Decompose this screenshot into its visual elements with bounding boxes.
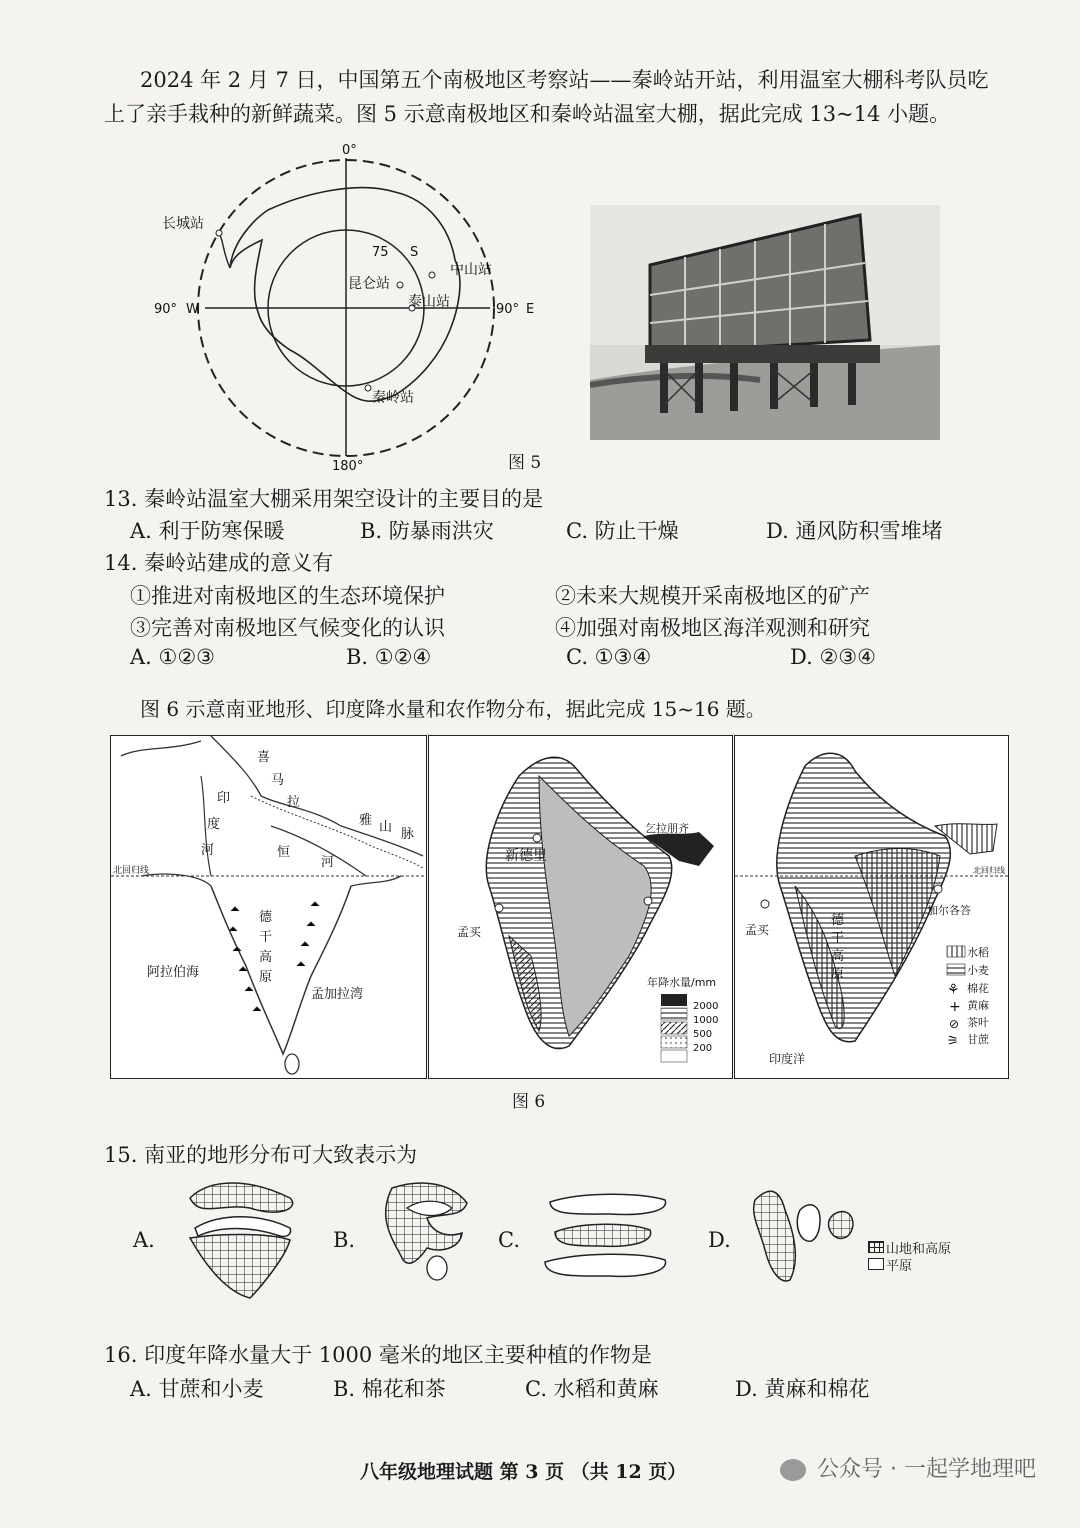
lon-180-label: 180°: [332, 459, 364, 474]
indus-char-3: 河: [201, 843, 215, 858]
himalaya-char-2: 马: [271, 773, 285, 788]
q15-shape-a: [180, 1178, 310, 1303]
legend-sugarcane: 甘蔗: [967, 1033, 989, 1046]
peninsula-coast: [211, 886, 351, 1054]
q16-option-c: C. 水稻和黄麻: [525, 1377, 659, 1401]
q14-item-1: ①推进对南极地区的生态环境保护: [130, 584, 445, 608]
himalaya-char-6: 脉: [401, 827, 415, 842]
legend-cotton: 棉花: [967, 982, 989, 995]
greenhouse-photo: [590, 205, 940, 440]
intro-fig6: 图 6 示意南亚地形、印度降水量和农作物分布，据此完成 15~16 题。: [140, 697, 766, 721]
q15-shape-b: [372, 1178, 472, 1283]
antarctica-map: [150, 140, 550, 475]
new-delhi-label: 新德里: [505, 848, 547, 864]
lat-75-label: 75: [372, 245, 389, 260]
intro-line-2: 上了亲手栽种的新鲜蔬菜。图 5 示意南极地区和秦岭站温室大棚，据此完成 13~14 小题。: [104, 102, 951, 126]
deccan-char-4: 原: [259, 970, 273, 985]
q14-item-2: ②未来大规模开采南极地区的矿产: [555, 584, 870, 608]
q13-stem: 13. 秦岭站温室大棚采用架空设计的主要目的是: [104, 487, 544, 511]
q13-option-c: C. 防止干燥: [566, 519, 679, 543]
dir-w-label: W: [186, 302, 199, 317]
himalaya-char-5: 山: [379, 820, 393, 835]
tea-icon: ⊘: [949, 1017, 960, 1031]
q16-stem: 16. 印度年降水量大于 1000 毫米的地区主要种植的作物是: [104, 1343, 652, 1367]
changcheng-station: 长城站: [162, 216, 204, 232]
lon-90e-label: 90°: [496, 302, 520, 317]
q15-option-c: C.: [498, 1228, 520, 1252]
tropic-label: 北回归线: [113, 866, 150, 876]
q16-option-d: D. 黄麻和棉花: [735, 1377, 870, 1401]
q13-option-a: A. 利于防寒保暖: [130, 519, 285, 543]
rain-legend-200: 200: [693, 1043, 713, 1054]
jute-icon: +: [949, 999, 961, 1015]
q14-option-d: D. ②③④: [790, 645, 876, 669]
crops-deccan-1: 德: [831, 913, 845, 928]
q15-option-b: B.: [333, 1228, 356, 1252]
arabian-sea-label: 阿拉伯海: [147, 965, 200, 980]
watermark: [780, 1452, 1036, 1483]
q16-option-a: A. 甘蔗和小麦: [130, 1377, 264, 1401]
q14-stem: 14. 秦岭站建成的意义有: [104, 551, 334, 575]
watermark-text: 公众号 · 一起学地理吧: [817, 1457, 1036, 1482]
q14-item-4: ④加强对南极地区海洋观测和研究: [555, 616, 870, 640]
intro-line-1: 2024 年 2 月 7 日，中国第五个南极地区考察站——秦岭站开站，利用温室大棚科考队员吃: [140, 68, 989, 92]
q15-option-a: A.: [133, 1228, 155, 1252]
q14-option-a: A. ①②③: [130, 645, 215, 669]
rain-legend-500: 500: [693, 1029, 713, 1040]
bay-bengal-label: 孟加拉湾: [311, 987, 364, 1002]
crops-tropic-label: 北回归线: [973, 866, 1005, 875]
crops-mumbai-label: 孟买: [745, 923, 770, 937]
fig6-crops-map: [734, 735, 1009, 1079]
wechat-icon: [780, 1459, 806, 1481]
legend-wheat: 小麦: [967, 964, 989, 977]
deccan-char-2: 干: [259, 930, 273, 945]
crops-deccan-2: 干: [831, 931, 845, 946]
fig5-caption: 图 5: [508, 453, 542, 473]
lat-s-label: S: [410, 245, 419, 260]
rain-legend-2000: 2000: [693, 1001, 719, 1012]
qinling-station: 秦岭站: [372, 390, 414, 406]
zhongshan-station: 中山站: [450, 262, 492, 278]
deccan-char-3: 高: [259, 950, 273, 965]
indus-char-1: 印: [217, 791, 231, 806]
legend-plain-swatch: [868, 1258, 884, 1270]
page-footer: 八年级地理试题 第 3 页 （共 12 页）: [360, 1461, 687, 1483]
legend-rice: 水稻: [967, 946, 989, 959]
fig6-rainfall-map: [428, 735, 733, 1079]
legend-mountain-swatch: [868, 1241, 884, 1253]
q15-shape-c: [540, 1190, 675, 1280]
rain-legend-1000: 1000: [693, 1015, 719, 1026]
rain-legend-title: 年降水量/mm: [647, 976, 717, 989]
crops-deccan-3: 高: [831, 949, 845, 964]
sugarcane-icon: ⚞: [947, 1034, 959, 1049]
mumbai-label: 孟买: [457, 925, 482, 939]
himalaya-char-1: 喜: [257, 750, 271, 765]
cotton-icon: ⚘: [947, 982, 960, 998]
legend-jute: 黄麻: [967, 999, 989, 1012]
crops-deccan-4: 原: [831, 967, 845, 982]
indus-char-2: 度: [207, 817, 221, 832]
dir-e-label: E: [526, 302, 535, 317]
himalaya-char-4: 雅: [359, 813, 373, 828]
lon-0-label: 0°: [342, 143, 357, 158]
himalaya-char-3: 拉: [287, 795, 301, 810]
ganges-char-2: 河: [321, 855, 335, 870]
q14-item-3: ③完善对南极地区气候变化的认识: [130, 616, 445, 640]
q16-option-b: B. 棉花和茶: [333, 1377, 446, 1401]
legend-tea: 茶叶: [967, 1016, 989, 1029]
q13-option-d: D. 通风防积雪堆堵: [766, 519, 943, 543]
q15-shape-d: [745, 1180, 860, 1290]
indian-ocean-label: 印度洋: [769, 1052, 806, 1066]
ganges-char-1: 恒: [277, 845, 291, 860]
taishan-station: 泰山站: [408, 294, 450, 310]
cherrapunji-label: 乞拉朋齐: [645, 822, 689, 835]
deccan-char-1: 德: [259, 910, 273, 925]
legend-plain-label: 平原: [886, 1259, 913, 1274]
q15-option-d: D.: [708, 1228, 731, 1252]
q15-stem: 15. 南亚的地形分布可大致表示为: [104, 1143, 418, 1167]
legend-mountain-label: 山地和高原: [886, 1242, 952, 1257]
q14-option-b: B. ①②④: [346, 645, 432, 669]
q13-option-b: B. 防暴雨洪灾: [360, 519, 494, 543]
fig6-caption: 图 6: [512, 1092, 546, 1112]
kolkata-label: 加尔各答: [927, 904, 971, 917]
q14-option-c: C. ①③④: [566, 645, 652, 669]
fig6-terrain-map: [110, 735, 427, 1079]
lon-90w-label: 90°: [154, 302, 178, 317]
kunlun-station: 昆仑站: [348, 276, 390, 292]
